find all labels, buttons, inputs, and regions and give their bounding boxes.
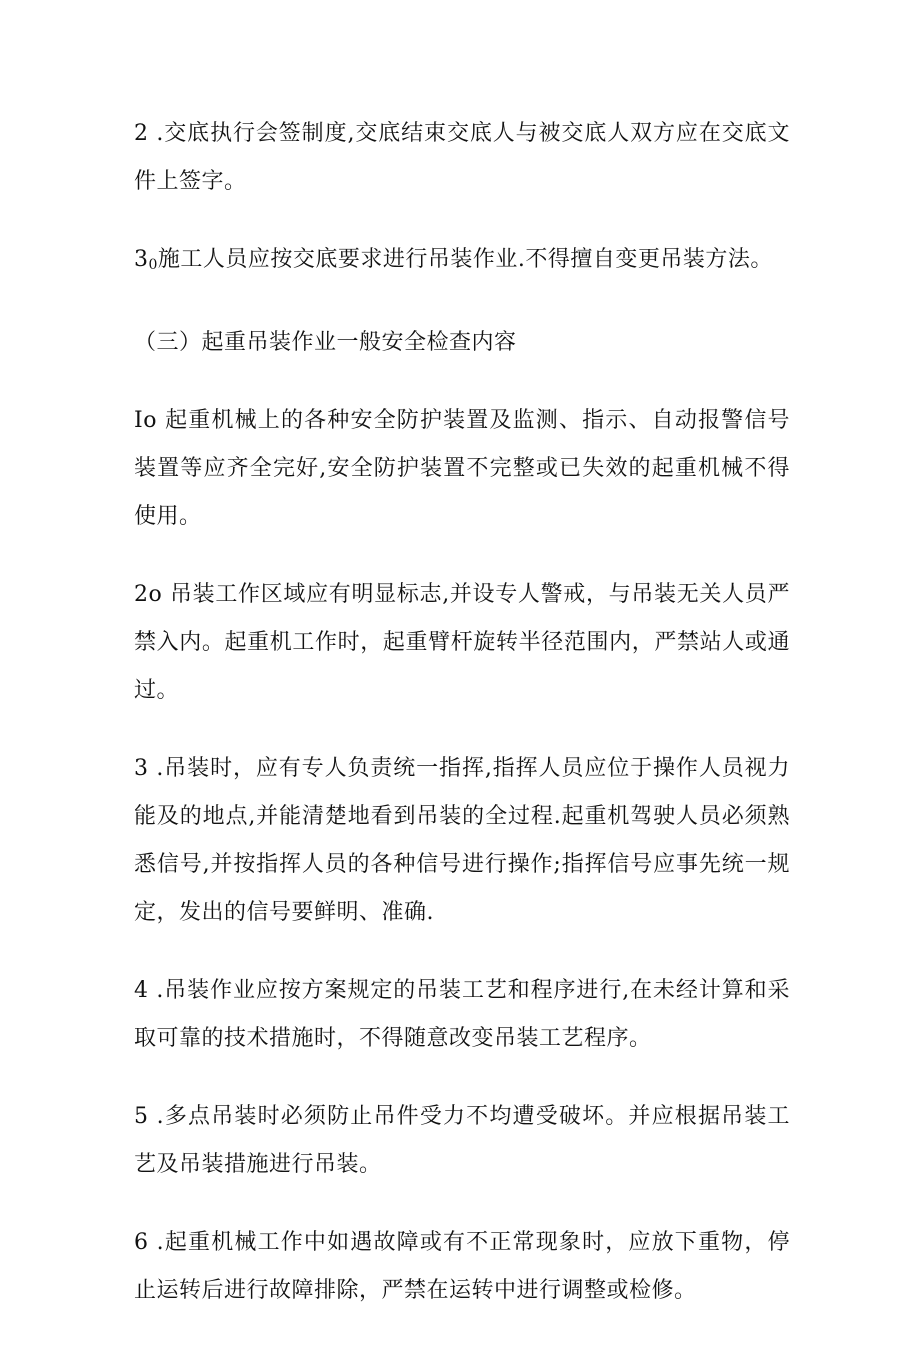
check-item-3: [134, 745, 790, 937]
check-item-5: [134, 1093, 790, 1189]
item-number: 3: [134, 247, 149, 272]
item-number: 2o: [134, 582, 170, 607]
item-number: Io: [134, 408, 166, 433]
item-number: 4 .: [134, 978, 164, 1003]
paragraph-text: 多点吊装时必须防止吊件受力不均遭受破坏。并应根据吊装工艺及吊装措施进行吊装。: [134, 1104, 790, 1177]
document-page: [134, 110, 790, 1345]
item-number-subscript: 0: [148, 257, 158, 273]
paragraph-text: 交底执行会签制度,交底结束交底人与被交底人双方应在交底文件上签字。: [134, 121, 791, 194]
item-number: 5 .: [134, 1104, 165, 1129]
paragraph-text: 吊装作业应按方案规定的吊装工艺和程序进行,在未经计算和采取可靠的技术措施时，不得随意改变吊装工艺程序。: [134, 978, 791, 1051]
item-number: 2 .: [134, 121, 164, 146]
check-item-2: [134, 571, 790, 715]
paragraph-text: 起重机械上的各种安全防护装置及监测、指示、自动报警信号装置等应齐全完好,安全防护装置不完整或已失效的起重机械不得使用。: [134, 408, 790, 529]
paragraph-item-3: [134, 236, 790, 289]
check-item-4: [134, 967, 790, 1063]
paragraph-item-2: [134, 110, 790, 206]
paragraph-text: 起重机械工作中如遇故障或有不正常现象时，应放下重物，停止运转后进行故障排除，严禁在运转中进行调整或检修。: [134, 1230, 790, 1303]
item-number: 3 .: [134, 756, 164, 781]
section-heading: [134, 319, 790, 367]
paragraph-text: 施工人员应按交底要求进行吊装作业.不得擅自变更吊装方法。: [157, 247, 773, 272]
paragraph-text: 吊装时，应有专人负责统一指挥,指挥人员应位于操作人员视力能及的地点,并能清楚地看到吊装的全过程.起重机驾驶人员必须熟悉信号,并按指挥人员的各种信号进行操作;指挥信号应事先统一规定，发出的信号要鲜明、准确.: [134, 756, 791, 925]
item-number: 6 .: [134, 1230, 165, 1255]
check-item-1: [134, 397, 790, 541]
paragraph-text: 吊装工作区域应有明显标志,并设专人警戒，与吊装无关人员严禁入内。起重机工作时，起重臂杆旋转半径范围内，严禁站人或通过。: [134, 582, 790, 703]
section-heading-text: （三）起重吊装作业一般安全检查内容: [134, 330, 517, 355]
